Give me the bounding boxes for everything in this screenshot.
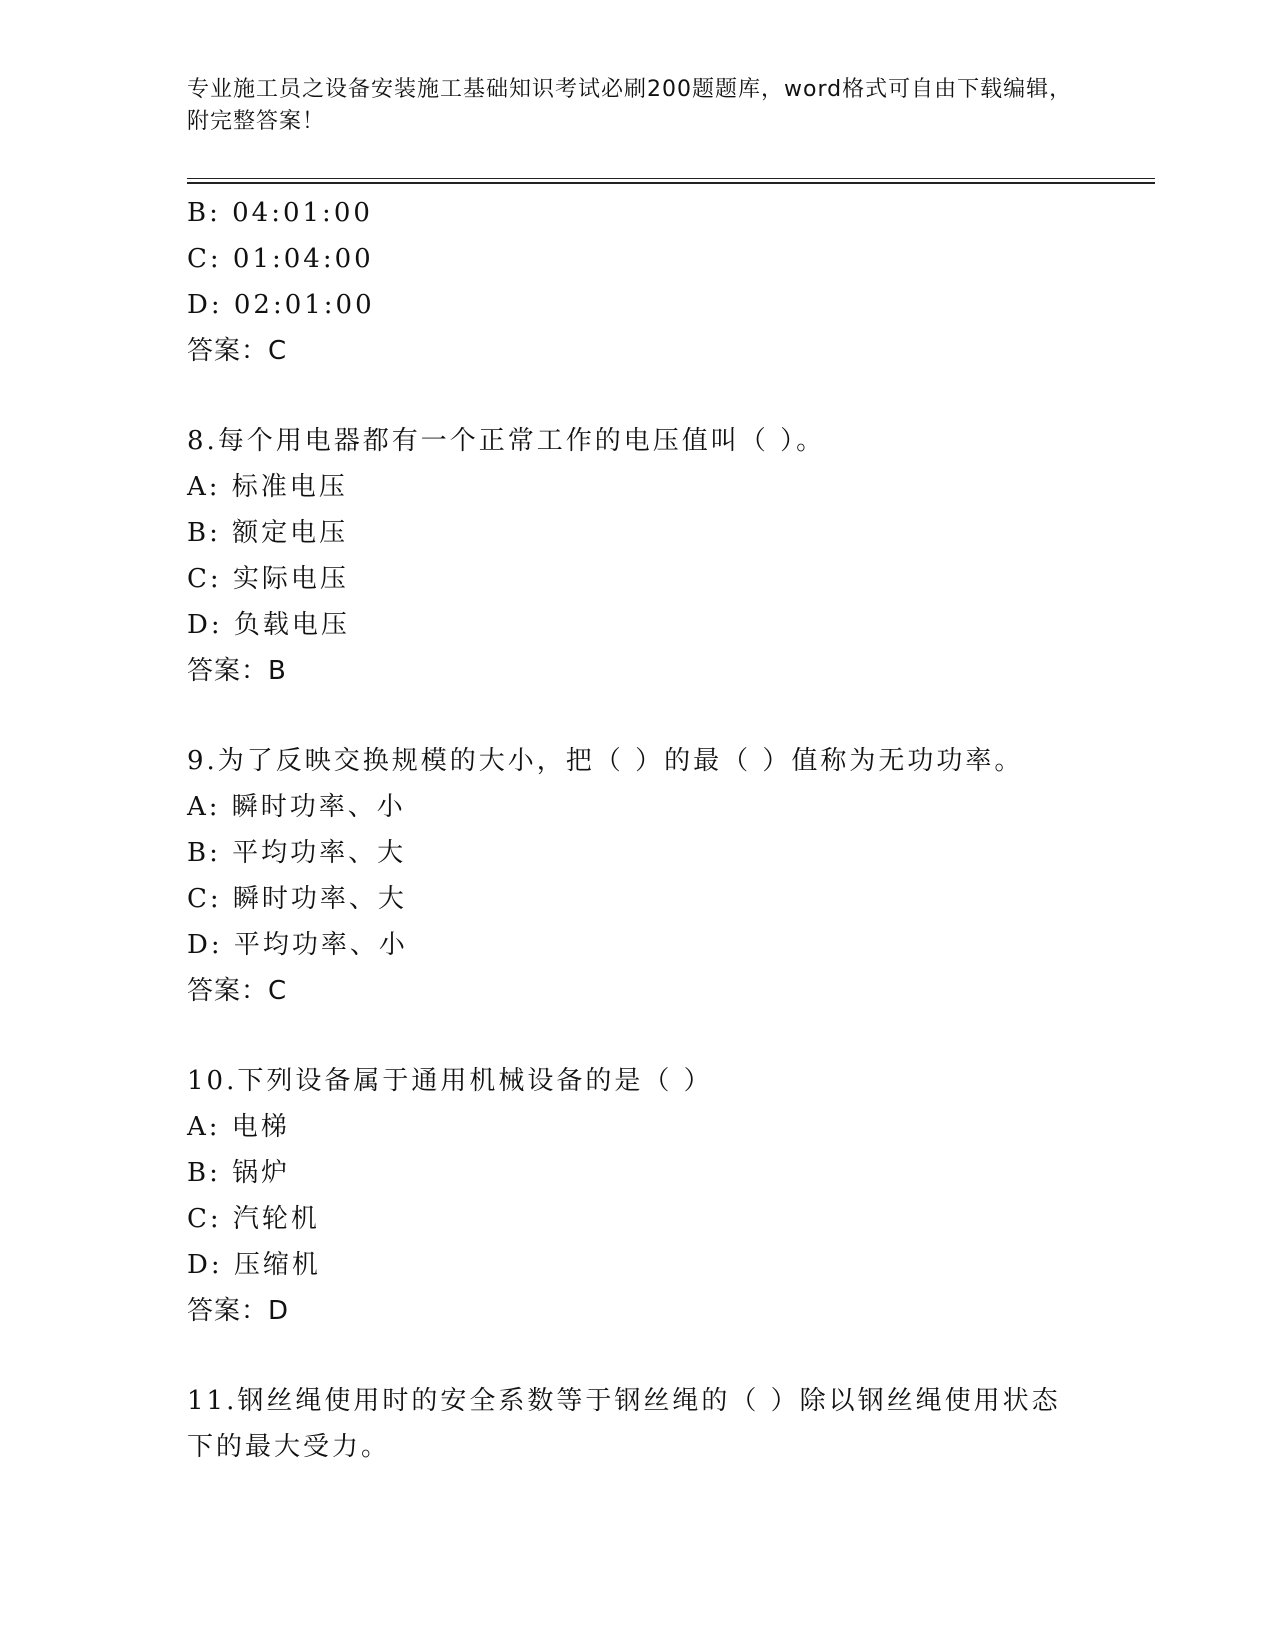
option-d: D: 平均功率、小 [187,930,408,960]
option-a: A: 电梯 [187,1112,290,1142]
option-a: A: 瞬时功率、小 [187,792,406,822]
option-d: D: 压缩机 [187,1250,321,1280]
option-b: B: 额定电压 [187,518,349,548]
answer-label: 答案：B [187,656,287,686]
option-b: B: 平均功率、大 [187,838,407,868]
header-divider-top [187,178,1155,179]
option-c: C: 实际电压 [187,564,349,594]
question-10-block [187,1058,1087,1334]
question-11-block [187,1378,1087,1470]
answer-label: 答案：C [187,336,288,366]
option-c: C: 01:04:00 [187,244,374,274]
answer-label: 答案：C [187,976,288,1006]
question-list [187,190,1087,1470]
option-c: C: 瞬时功率、大 [187,884,407,914]
question-8-block [187,418,1087,694]
question-text: 8.每个用电器都有一个正常工作的电压值叫（ ）。 [187,426,826,456]
question-text: 10.下列设备属于通用机械设备的是（ ） [187,1066,713,1096]
option-a: A: 标准电压 [187,472,348,502]
option-c: C: 汽轮机 [187,1204,320,1234]
spacer [187,374,1087,418]
spacer [187,1334,1087,1378]
option-b: B: 锅炉 [187,1158,291,1188]
option-d: D: 02:01:00 [187,290,375,320]
option-b: B: 04:01:00 [187,198,373,228]
spacer [187,694,1087,738]
question-text: 11.钢丝绳使用时的安全系数等于钢丝绳的（ ）除以钢丝绳使用状态下的最大受力。 [187,1386,1061,1462]
answer-label: 答案：D [187,1296,290,1326]
option-d: D: 负载电压 [187,610,350,640]
spacer [187,1014,1087,1058]
question-text: 9.为了反映交换规模的大小，把（ ）的最（ ）值称为无功功率。 [187,746,1024,776]
document-title: 专业施工员之设备安装施工基础知识考试必刷200题题库，word格式可自由下载编辑，附完整答案！ [187,77,1073,134]
header-divider-bottom [187,182,1155,184]
question-9-block [187,738,1087,1014]
question-7-block [187,190,1087,374]
